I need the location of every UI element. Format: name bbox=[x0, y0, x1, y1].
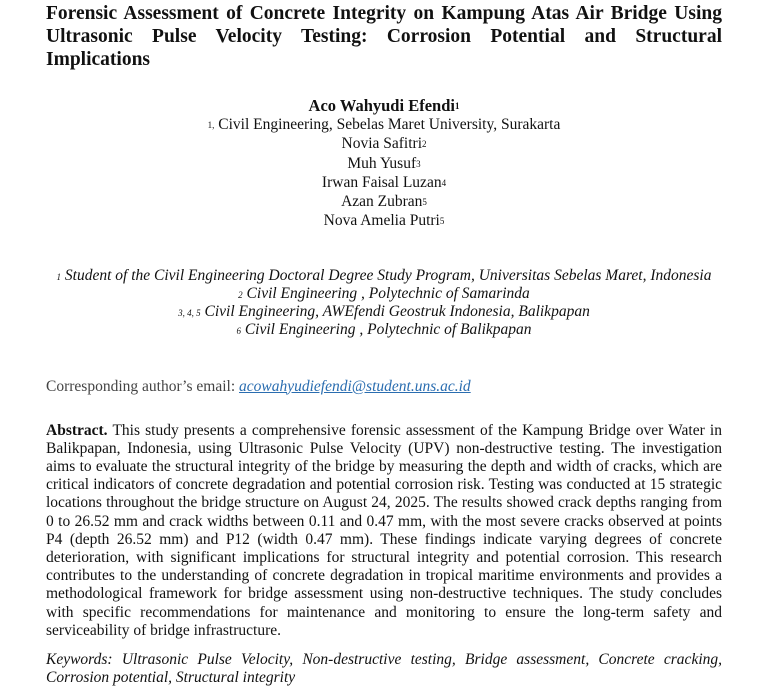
affiliation-sup: 2 bbox=[238, 289, 243, 300]
coauthor-name: Novia Safitri bbox=[341, 135, 422, 153]
email-link[interactable]: acowahyudiefendi@student.uns.ac.id bbox=[239, 377, 471, 395]
coauthor-name: Irwan Faisal Luzan bbox=[321, 173, 442, 191]
paper-title: Forensic Assessment of Concrete Integrity on Kampung Atas Air Bridge Using Ultrasonic Pulse Velocity Testing: Corrosion Potential and Structural Implications bbox=[46, 3, 722, 70]
author-block bbox=[46, 96, 722, 231]
affiliation-item bbox=[46, 321, 722, 339]
abstract bbox=[46, 422, 722, 640]
affiliation-text: Civil Engineering, AWEfendi Geostruk Indonesia, Balikpapan bbox=[204, 303, 590, 321]
affiliation-item bbox=[46, 267, 722, 285]
coauthor-sup: 3 bbox=[416, 158, 421, 169]
abstract-label: Abstract. bbox=[46, 421, 108, 439]
affiliation-text: Student of the Civil Engineering Doctoral Degree Study Program, Universitas Sebelas Maret, Indonesia bbox=[64, 266, 712, 284]
affiliation-text: Civil Engineering , Polytechnic of Balikpapan bbox=[244, 321, 532, 339]
coauthor-name: Nova Amelia Putri bbox=[323, 212, 440, 230]
coauthor-name: Muh Yusuf bbox=[347, 154, 417, 172]
affiliation-sup: 6 bbox=[236, 326, 241, 337]
affiliation-sup: 3, 4, 5 bbox=[178, 308, 201, 319]
coauthor-sup: 2 bbox=[422, 139, 427, 150]
abstract-text: This study presents a comprehensive forensic assessment of the Kampung Bridge over Water in Balikpapan, Indonesia, using Ultrasonic Pulse Velocity (UPV) non-destructive testing. The investigation aims to evaluate the structural integrity of the bridge by measuring the depth and width of cracks, which are critical indicators of concrete degradation and potential corrosion risk. Testing was conducted at 15 strategic locations throughout the bridge structure on August 24, 2025. The results showed crack depths ranging from 0 to 26.52 mm and crack widths between 0.11 and 0.47 mm, with the most severe cracks observed at points P4 (depth 26.52 mm) and P12 (width 0.47 mm). These findings indicate varying degrees of concrete deterioration, with significant implications for structural integrity and potential corrosion. This research contributes to the understanding of concrete degradation in tropical maritime environments and provides a methodological framework for bridge assessment using non-destructive techniques. The study concludes with specific recommendations for maintenance and monitoring to ensure the long-term safety and serviceability of bridge infrastructure. bbox=[46, 421, 722, 639]
coauthor bbox=[46, 154, 722, 173]
lead-author bbox=[46, 96, 722, 115]
lead-affiliation-sup: 1, bbox=[207, 120, 215, 130]
lead-author-name: Aco Wahyudi Efendi bbox=[308, 96, 455, 115]
coauthor-name: Azan Zubran bbox=[341, 193, 423, 211]
corresponding-label: Corresponding author’s email: bbox=[46, 377, 236, 395]
lead-affiliation-text: Civil Engineering, Sebelas Maret University, Surakarta bbox=[218, 116, 561, 133]
affiliation-text: Civil Engineering , Polytechnic of Samarinda bbox=[246, 284, 530, 302]
paper-page bbox=[46, 2, 722, 687]
keywords: Keywords: Ultrasonic Pulse Velocity, Non-destructive testing, Bridge assessment, Concrete cracking, Corrosion potential, Structural integrity bbox=[46, 651, 722, 687]
affiliation-item bbox=[46, 285, 722, 303]
lead-affiliation bbox=[46, 115, 722, 134]
coauthor bbox=[46, 173, 722, 192]
affiliation-sup: 1 bbox=[56, 271, 62, 282]
coauthor bbox=[46, 211, 722, 230]
affiliation-list bbox=[46, 267, 722, 340]
coauthor bbox=[46, 192, 722, 211]
coauthor-sup: 5 bbox=[439, 216, 445, 227]
lead-author-sup: 1 bbox=[454, 101, 460, 111]
coauthor-sup: 4 bbox=[441, 177, 447, 188]
affiliation-item bbox=[46, 303, 722, 321]
coauthor bbox=[46, 134, 722, 153]
corresponding-author bbox=[46, 377, 722, 396]
coauthor-sup: 5 bbox=[422, 197, 427, 208]
